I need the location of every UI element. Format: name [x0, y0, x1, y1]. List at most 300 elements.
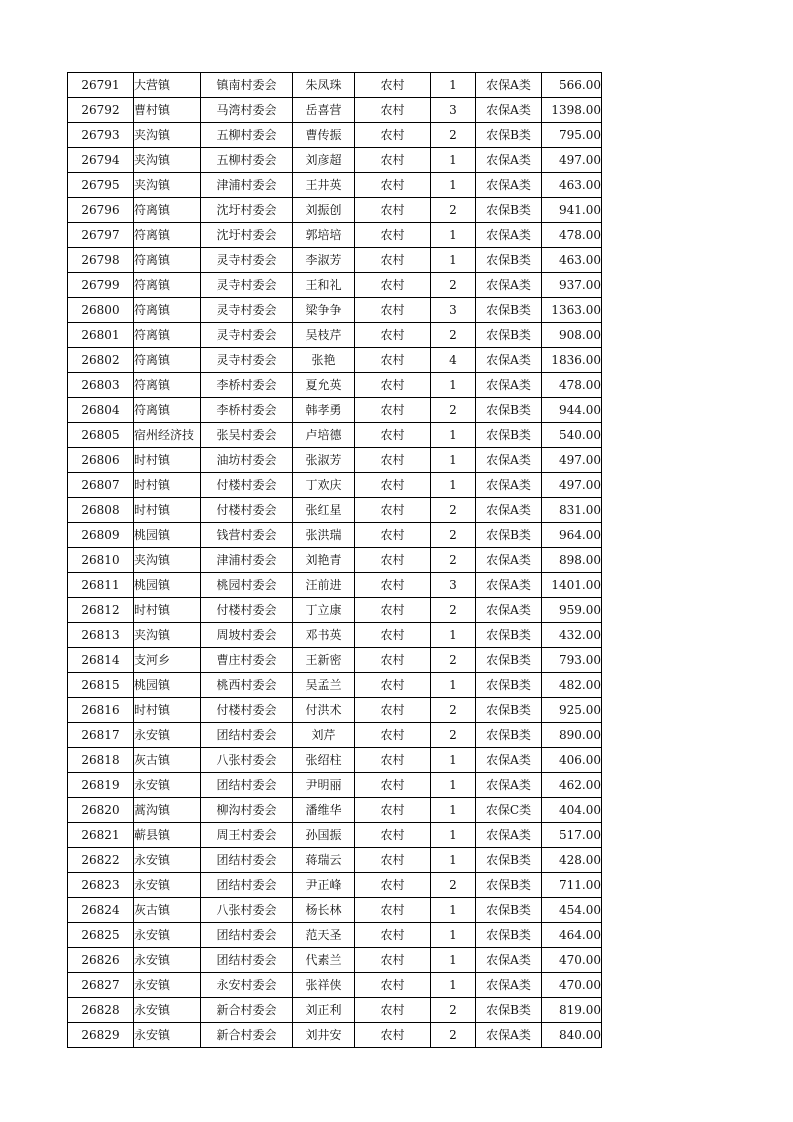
insurance-category-cell: 农保A类 [476, 748, 542, 773]
amount-cell: 432.00 [542, 623, 602, 648]
village-committee-cell: 团结村委会 [201, 848, 293, 873]
insurance-category-cell: 农保B类 [476, 998, 542, 1023]
household-count-cell: 2 [431, 873, 476, 898]
insurance-category-cell: 农保A类 [476, 948, 542, 973]
town-cell: 永安镇 [134, 873, 201, 898]
person-name-cell: 范天圣 [293, 923, 355, 948]
table-row [68, 823, 602, 848]
household-count-cell: 2 [431, 723, 476, 748]
table-row [68, 798, 602, 823]
area-type-cell: 农村 [355, 848, 431, 873]
roster-body [68, 73, 602, 1048]
town-cell: 时村镇 [134, 698, 201, 723]
table-row [68, 298, 602, 323]
insurance-category-cell: 农保B类 [476, 123, 542, 148]
table-row [68, 623, 602, 648]
table-row [68, 448, 602, 473]
insurance-category-cell: 农保B类 [476, 673, 542, 698]
person-name-cell: 梁争争 [293, 298, 355, 323]
record-id-cell: 26814 [68, 648, 134, 673]
insurance-category-cell: 农保A类 [476, 473, 542, 498]
person-name-cell: 张艳 [293, 348, 355, 373]
insurance-category-cell: 农保C类 [476, 798, 542, 823]
record-id-cell: 26823 [68, 873, 134, 898]
area-type-cell: 农村 [355, 998, 431, 1023]
amount-cell: 517.00 [542, 823, 602, 848]
amount-cell: 944.00 [542, 398, 602, 423]
insurance-category-cell: 农保B类 [476, 198, 542, 223]
person-name-cell: 刘正利 [293, 998, 355, 1023]
insurance-category-cell: 农保A类 [476, 148, 542, 173]
household-count-cell: 2 [431, 198, 476, 223]
town-cell: 永安镇 [134, 1023, 201, 1048]
amount-cell: 793.00 [542, 648, 602, 673]
person-name-cell: 潘维华 [293, 798, 355, 823]
person-name-cell: 王和礼 [293, 273, 355, 298]
household-count-cell: 1 [431, 73, 476, 98]
record-id-cell: 26816 [68, 698, 134, 723]
record-id-cell: 26804 [68, 398, 134, 423]
record-id-cell: 26810 [68, 548, 134, 573]
town-cell: 桃园镇 [134, 573, 201, 598]
person-name-cell: 刘振创 [293, 198, 355, 223]
insurance-category-cell: 农保A类 [476, 498, 542, 523]
town-cell: 永安镇 [134, 973, 201, 998]
amount-cell: 1836.00 [542, 348, 602, 373]
table-row [68, 348, 602, 373]
record-id-cell: 26799 [68, 273, 134, 298]
village-committee-cell: 马湾村委会 [201, 98, 293, 123]
household-count-cell: 1 [431, 448, 476, 473]
town-cell: 永安镇 [134, 998, 201, 1023]
household-count-cell: 1 [431, 423, 476, 448]
insurance-category-cell: 农保A类 [476, 823, 542, 848]
town-cell: 永安镇 [134, 723, 201, 748]
area-type-cell: 农村 [355, 548, 431, 573]
amount-cell: 898.00 [542, 548, 602, 573]
household-count-cell: 1 [431, 373, 476, 398]
amount-cell: 937.00 [542, 273, 602, 298]
record-id-cell: 26806 [68, 448, 134, 473]
table-row [68, 698, 602, 723]
insurance-category-cell: 农保B类 [476, 423, 542, 448]
village-committee-cell: 津浦村委会 [201, 173, 293, 198]
town-cell: 符离镇 [134, 223, 201, 248]
village-committee-cell: 付楼村委会 [201, 498, 293, 523]
town-cell: 永安镇 [134, 848, 201, 873]
household-count-cell: 2 [431, 323, 476, 348]
area-type-cell: 农村 [355, 348, 431, 373]
amount-cell: 464.00 [542, 923, 602, 948]
area-type-cell: 农村 [355, 698, 431, 723]
amount-cell: 463.00 [542, 248, 602, 273]
insurance-category-cell: 农保A类 [476, 448, 542, 473]
person-name-cell: 邓书英 [293, 623, 355, 648]
insurance-category-cell: 农保B类 [476, 398, 542, 423]
town-cell: 时村镇 [134, 473, 201, 498]
area-type-cell: 农村 [355, 73, 431, 98]
town-cell: 桃园镇 [134, 523, 201, 548]
town-cell: 支河乡 [134, 648, 201, 673]
person-name-cell: 刘艳青 [293, 548, 355, 573]
town-cell: 符离镇 [134, 323, 201, 348]
household-count-cell: 2 [431, 998, 476, 1023]
household-count-cell: 1 [431, 248, 476, 273]
record-id-cell: 26815 [68, 673, 134, 698]
household-count-cell: 1 [431, 823, 476, 848]
person-name-cell: 张洪瑞 [293, 523, 355, 548]
area-type-cell: 农村 [355, 373, 431, 398]
insurance-category-cell: 农保A类 [476, 173, 542, 198]
household-count-cell: 1 [431, 773, 476, 798]
amount-cell: 497.00 [542, 148, 602, 173]
amount-cell: 462.00 [542, 773, 602, 798]
town-cell: 永安镇 [134, 948, 201, 973]
village-committee-cell: 团结村委会 [201, 948, 293, 973]
amount-cell: 470.00 [542, 973, 602, 998]
village-committee-cell: 付楼村委会 [201, 598, 293, 623]
amount-cell: 454.00 [542, 898, 602, 923]
person-name-cell: 刘彦超 [293, 148, 355, 173]
amount-cell: 1401.00 [542, 573, 602, 598]
household-count-cell: 1 [431, 848, 476, 873]
town-cell: 符离镇 [134, 273, 201, 298]
amount-cell: 840.00 [542, 1023, 602, 1048]
village-committee-cell: 新合村委会 [201, 1023, 293, 1048]
insurance-category-cell: 农保A类 [476, 598, 542, 623]
table-row [68, 123, 602, 148]
amount-cell: 1398.00 [542, 98, 602, 123]
area-type-cell: 农村 [355, 598, 431, 623]
town-cell: 符离镇 [134, 298, 201, 323]
insurance-category-cell: 农保A类 [476, 973, 542, 998]
household-count-cell: 2 [431, 398, 476, 423]
table-row [68, 523, 602, 548]
record-id-cell: 26792 [68, 98, 134, 123]
insurance-category-cell: 农保B类 [476, 623, 542, 648]
village-committee-cell: 团结村委会 [201, 723, 293, 748]
town-cell: 时村镇 [134, 448, 201, 473]
person-name-cell: 丁立康 [293, 598, 355, 623]
village-committee-cell: 镇南村委会 [201, 73, 293, 98]
person-name-cell: 代素兰 [293, 948, 355, 973]
record-id-cell: 26802 [68, 348, 134, 373]
table-row [68, 73, 602, 98]
village-committee-cell: 灵寺村委会 [201, 298, 293, 323]
table-row [68, 273, 602, 298]
person-name-cell: 韩孝勇 [293, 398, 355, 423]
amount-cell: 406.00 [542, 748, 602, 773]
record-id-cell: 26812 [68, 598, 134, 623]
amount-cell: 428.00 [542, 848, 602, 873]
table-row [68, 148, 602, 173]
insurance-category-cell: 农保B类 [476, 898, 542, 923]
amount-cell: 925.00 [542, 698, 602, 723]
record-id-cell: 26805 [68, 423, 134, 448]
town-cell: 永安镇 [134, 773, 201, 798]
area-type-cell: 农村 [355, 498, 431, 523]
amount-cell: 478.00 [542, 223, 602, 248]
amount-cell: 497.00 [542, 473, 602, 498]
area-type-cell: 农村 [355, 273, 431, 298]
table-row [68, 223, 602, 248]
village-committee-cell: 灵寺村委会 [201, 273, 293, 298]
amount-cell: 566.00 [542, 73, 602, 98]
area-type-cell: 农村 [355, 473, 431, 498]
town-cell: 时村镇 [134, 498, 201, 523]
town-cell: 夹沟镇 [134, 173, 201, 198]
village-committee-cell: 周王村委会 [201, 823, 293, 848]
person-name-cell: 汪前进 [293, 573, 355, 598]
person-name-cell: 曹传振 [293, 123, 355, 148]
town-cell: 蒿沟镇 [134, 798, 201, 823]
record-id-cell: 26819 [68, 773, 134, 798]
amount-cell: 1363.00 [542, 298, 602, 323]
area-type-cell: 农村 [355, 198, 431, 223]
village-committee-cell: 沈圩村委会 [201, 198, 293, 223]
village-committee-cell: 团结村委会 [201, 923, 293, 948]
insurance-category-cell: 农保A类 [476, 273, 542, 298]
household-count-cell: 1 [431, 223, 476, 248]
village-committee-cell: 李桥村委会 [201, 398, 293, 423]
amount-cell: 795.00 [542, 123, 602, 148]
area-type-cell: 农村 [355, 323, 431, 348]
area-type-cell: 农村 [355, 723, 431, 748]
area-type-cell: 农村 [355, 98, 431, 123]
person-name-cell: 李淑芳 [293, 248, 355, 273]
record-id-cell: 26800 [68, 298, 134, 323]
area-type-cell: 农村 [355, 123, 431, 148]
household-count-cell: 1 [431, 173, 476, 198]
person-name-cell: 付洪术 [293, 698, 355, 723]
amount-cell: 941.00 [542, 198, 602, 223]
village-committee-cell: 灵寺村委会 [201, 323, 293, 348]
household-count-cell: 2 [431, 698, 476, 723]
town-cell: 符离镇 [134, 348, 201, 373]
insurance-category-cell: 农保A类 [476, 98, 542, 123]
village-committee-cell: 团结村委会 [201, 873, 293, 898]
village-committee-cell: 桃园村委会 [201, 573, 293, 598]
table-row [68, 898, 602, 923]
record-id-cell: 26796 [68, 198, 134, 223]
area-type-cell: 农村 [355, 748, 431, 773]
village-committee-cell: 五柳村委会 [201, 148, 293, 173]
person-name-cell: 岳喜营 [293, 98, 355, 123]
household-count-cell: 2 [431, 548, 476, 573]
village-committee-cell: 灵寺村委会 [201, 248, 293, 273]
area-type-cell: 农村 [355, 148, 431, 173]
area-type-cell: 农村 [355, 948, 431, 973]
record-id-cell: 26803 [68, 373, 134, 398]
table-row [68, 748, 602, 773]
household-count-cell: 1 [431, 898, 476, 923]
area-type-cell: 农村 [355, 898, 431, 923]
person-name-cell: 朱凤珠 [293, 73, 355, 98]
table-row [68, 398, 602, 423]
household-count-cell: 3 [431, 573, 476, 598]
person-name-cell: 蒋瑞云 [293, 848, 355, 873]
person-name-cell: 刘芹 [293, 723, 355, 748]
village-committee-cell: 永安村委会 [201, 973, 293, 998]
village-committee-cell: 付楼村委会 [201, 473, 293, 498]
table-row [68, 973, 602, 998]
village-committee-cell: 津浦村委会 [201, 548, 293, 573]
table-row [68, 848, 602, 873]
area-type-cell: 农村 [355, 973, 431, 998]
table-row [68, 723, 602, 748]
town-cell: 曹村镇 [134, 98, 201, 123]
town-cell: 夹沟镇 [134, 123, 201, 148]
person-name-cell: 刘井安 [293, 1023, 355, 1048]
record-id-cell: 26795 [68, 173, 134, 198]
record-id-cell: 26820 [68, 798, 134, 823]
person-name-cell: 王井英 [293, 173, 355, 198]
person-name-cell: 孙国振 [293, 823, 355, 848]
table-row [68, 548, 602, 573]
amount-cell: 711.00 [542, 873, 602, 898]
town-cell: 灰古镇 [134, 748, 201, 773]
town-cell: 符离镇 [134, 373, 201, 398]
household-count-cell: 1 [431, 973, 476, 998]
amount-cell: 819.00 [542, 998, 602, 1023]
record-id-cell: 26808 [68, 498, 134, 523]
village-committee-cell: 柳沟村委会 [201, 798, 293, 823]
town-cell: 宿州经济技 [134, 423, 201, 448]
household-count-cell: 3 [431, 98, 476, 123]
table-row [68, 998, 602, 1023]
amount-cell: 497.00 [542, 448, 602, 473]
person-name-cell: 丁欢庆 [293, 473, 355, 498]
household-count-cell: 2 [431, 648, 476, 673]
record-id-cell: 26821 [68, 823, 134, 848]
area-type-cell: 农村 [355, 298, 431, 323]
amount-cell: 463.00 [542, 173, 602, 198]
area-type-cell: 农村 [355, 873, 431, 898]
person-name-cell: 王新密 [293, 648, 355, 673]
household-count-cell: 4 [431, 348, 476, 373]
household-count-cell: 1 [431, 948, 476, 973]
record-id-cell: 26798 [68, 248, 134, 273]
area-type-cell: 农村 [355, 823, 431, 848]
record-id-cell: 26825 [68, 923, 134, 948]
table-row [68, 323, 602, 348]
insurance-category-cell: 农保A类 [476, 223, 542, 248]
person-name-cell: 卢培德 [293, 423, 355, 448]
village-committee-cell: 八张村委会 [201, 748, 293, 773]
table-row [68, 948, 602, 973]
insurance-category-cell: 农保B类 [476, 848, 542, 873]
village-committee-cell: 李桥村委会 [201, 373, 293, 398]
town-cell: 大营镇 [134, 73, 201, 98]
record-id-cell: 26829 [68, 1023, 134, 1048]
amount-cell: 959.00 [542, 598, 602, 623]
record-id-cell: 26822 [68, 848, 134, 873]
household-count-cell: 2 [431, 123, 476, 148]
insurance-category-cell: 农保B类 [476, 698, 542, 723]
record-id-cell: 26793 [68, 123, 134, 148]
insurance-category-cell: 农保B类 [476, 523, 542, 548]
area-type-cell: 农村 [355, 623, 431, 648]
roster-table [67, 72, 602, 1048]
village-committee-cell: 桃西村委会 [201, 673, 293, 698]
village-committee-cell: 张吴村委会 [201, 423, 293, 448]
record-id-cell: 26811 [68, 573, 134, 598]
village-committee-cell: 八张村委会 [201, 898, 293, 923]
person-name-cell: 张红星 [293, 498, 355, 523]
record-id-cell: 26828 [68, 998, 134, 1023]
record-id-cell: 26827 [68, 973, 134, 998]
amount-cell: 964.00 [542, 523, 602, 548]
record-id-cell: 26807 [68, 473, 134, 498]
amount-cell: 482.00 [542, 673, 602, 698]
area-type-cell: 农村 [355, 673, 431, 698]
record-id-cell: 26809 [68, 523, 134, 548]
insurance-category-cell: 农保A类 [476, 548, 542, 573]
person-name-cell: 杨长林 [293, 898, 355, 923]
area-type-cell: 农村 [355, 223, 431, 248]
table-row [68, 198, 602, 223]
household-count-cell: 1 [431, 798, 476, 823]
town-cell: 符离镇 [134, 398, 201, 423]
household-count-cell: 2 [431, 1023, 476, 1048]
village-committee-cell: 周坡村委会 [201, 623, 293, 648]
insurance-category-cell: 农保A类 [476, 348, 542, 373]
town-cell: 符离镇 [134, 198, 201, 223]
record-id-cell: 26824 [68, 898, 134, 923]
table-row [68, 1023, 602, 1048]
amount-cell: 478.00 [542, 373, 602, 398]
table-row [68, 423, 602, 448]
area-type-cell: 农村 [355, 398, 431, 423]
amount-cell: 470.00 [542, 948, 602, 973]
village-committee-cell: 油坊村委会 [201, 448, 293, 473]
insurance-category-cell: 农保B类 [476, 323, 542, 348]
person-name-cell: 郭培培 [293, 223, 355, 248]
household-count-cell: 2 [431, 498, 476, 523]
record-id-cell: 26818 [68, 748, 134, 773]
area-type-cell: 农村 [355, 798, 431, 823]
person-name-cell: 吴孟兰 [293, 673, 355, 698]
town-cell: 灰古镇 [134, 898, 201, 923]
town-cell: 时村镇 [134, 598, 201, 623]
table-row [68, 173, 602, 198]
town-cell: 蕲县镇 [134, 823, 201, 848]
table-row [68, 673, 602, 698]
insurance-category-cell: 农保A类 [476, 573, 542, 598]
table-row [68, 98, 602, 123]
household-count-cell: 1 [431, 623, 476, 648]
record-id-cell: 26826 [68, 948, 134, 973]
record-id-cell: 26817 [68, 723, 134, 748]
village-committee-cell: 团结村委会 [201, 773, 293, 798]
area-type-cell: 农村 [355, 423, 431, 448]
person-name-cell: 尹明丽 [293, 773, 355, 798]
table-row [68, 773, 602, 798]
household-count-cell: 1 [431, 748, 476, 773]
village-committee-cell: 付楼村委会 [201, 698, 293, 723]
record-id-cell: 26813 [68, 623, 134, 648]
table-row [68, 373, 602, 398]
town-cell: 夹沟镇 [134, 623, 201, 648]
insurance-category-cell: 农保A类 [476, 773, 542, 798]
person-name-cell: 张淑芳 [293, 448, 355, 473]
insurance-category-cell: 农保B类 [476, 648, 542, 673]
insurance-category-cell: 农保B类 [476, 873, 542, 898]
table-row [68, 498, 602, 523]
person-name-cell: 吴枝芹 [293, 323, 355, 348]
village-committee-cell: 五柳村委会 [201, 123, 293, 148]
town-cell: 夹沟镇 [134, 148, 201, 173]
